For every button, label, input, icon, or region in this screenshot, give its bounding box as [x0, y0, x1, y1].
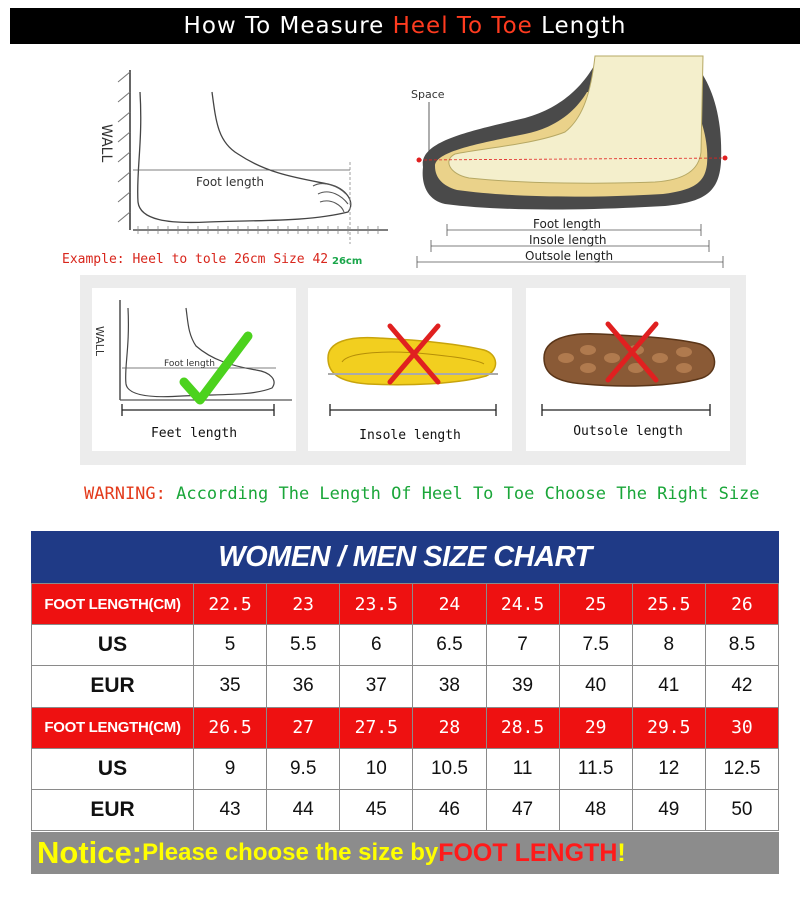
insole-shape — [328, 338, 496, 385]
size-table — [31, 583, 779, 831]
size-cell-eur: 42 — [705, 666, 778, 707]
example-text: Example: Heel to tole 26cm Size 42 — [62, 252, 329, 267]
warning-text: According The Length Of Heel To Toe Choose The Right Size — [176, 484, 760, 504]
notice-text: Please choose the size by — [142, 839, 439, 866]
size-cell-eur: 50 — [705, 789, 778, 830]
insole-illustration — [308, 288, 512, 418]
size-cell-len: 29.5 — [632, 707, 705, 748]
notice-emphasis: FOOT LENGTH — [438, 838, 618, 867]
size-cell-eur: 40 — [559, 666, 632, 707]
insole-length-label: Insole length — [359, 428, 461, 443]
wall-illustration — [118, 70, 130, 230]
warning-line — [84, 484, 760, 504]
banner-text-post: Length — [541, 13, 627, 39]
size-cell-eur: 38 — [413, 666, 486, 707]
size-cell-us: 6 — [340, 625, 413, 666]
size-row-eur — [32, 666, 779, 707]
size-cell-len: 22.5 — [194, 584, 267, 625]
notice-prefix: Notice: — [37, 835, 143, 870]
size-cell-len: 24 — [413, 584, 486, 625]
size-cell-eur: 39 — [486, 666, 559, 707]
size-cell-us: 10 — [340, 748, 413, 789]
size-row-eur — [32, 789, 779, 830]
row-label-eur: EUR — [32, 789, 194, 830]
row-label-us: US — [32, 748, 194, 789]
size-cell-us: 8 — [632, 625, 705, 666]
size-cell-eur: 37 — [340, 666, 413, 707]
card-foot-outline — [126, 308, 274, 397]
shoe-cross-section-diagram — [405, 52, 735, 270]
shoe-outsole-length-label: Outsole length — [525, 249, 614, 263]
outsole-length-label: Outsole length — [573, 424, 683, 439]
size-cell-len: 23 — [267, 584, 340, 625]
size-cell-len: 26 — [705, 584, 778, 625]
size-cell-us: 5 — [194, 625, 267, 666]
foot-inside-shoe — [449, 56, 703, 183]
feet-length-label: Feet length — [150, 426, 238, 441]
row-label-len: FOOT LENGTH(CM) — [32, 707, 194, 748]
row-label-eur: EUR — [32, 666, 194, 707]
foot-outline — [138, 92, 351, 222]
title-banner — [10, 8, 800, 44]
size-cell-eur: 48 — [559, 789, 632, 830]
example-mark: 26cm — [332, 256, 363, 267]
size-row-len — [32, 584, 779, 625]
size-chart-title: WOMEN / MEN SIZE CHART — [31, 531, 779, 583]
size-cell-len: 29 — [559, 707, 632, 748]
space-label: Space — [411, 88, 445, 101]
size-cell-us: 6.5 — [413, 625, 486, 666]
size-cell-us: 12 — [632, 748, 705, 789]
size-row-us — [32, 748, 779, 789]
size-cell-us: 9 — [194, 748, 267, 789]
size-cell-eur: 43 — [194, 789, 267, 830]
outsole-illustration — [526, 288, 730, 418]
size-cell-eur: 45 — [340, 789, 413, 830]
size-cell-len: 30 — [705, 707, 778, 748]
banner-text-highlight: Heel To Toe — [392, 13, 533, 39]
card-wall-label: WALL — [93, 326, 106, 357]
size-cell-len: 27 — [267, 707, 340, 748]
foot-length-label: Foot length — [196, 175, 264, 189]
size-cell-eur: 46 — [413, 789, 486, 830]
shoe-insole-length-label: Insole length — [529, 233, 607, 247]
size-cell-len: 25 — [559, 584, 632, 625]
size-row-len — [32, 707, 779, 748]
size-cell-len: 25.5 — [632, 584, 705, 625]
notice-suffix: ! — [617, 838, 626, 867]
card-outsole-length — [526, 288, 730, 451]
size-cell-len: 26.5 — [194, 707, 267, 748]
size-cell-us: 11 — [486, 748, 559, 789]
size-cell-len: 27.5 — [340, 707, 413, 748]
size-cell-len: 28.5 — [486, 707, 559, 748]
size-cell-eur: 36 — [267, 666, 340, 707]
size-table-body — [32, 584, 779, 831]
warning-prefix: WARNING: — [84, 484, 166, 504]
size-cell-us: 10.5 — [413, 748, 486, 789]
size-chart — [31, 531, 779, 874]
size-cell-us: 7 — [486, 625, 559, 666]
size-cell-eur: 35 — [194, 666, 267, 707]
wall-label: WALL — [98, 124, 114, 163]
size-cell-len: 23.5 — [340, 584, 413, 625]
toes-outline — [313, 184, 348, 212]
size-row-us — [32, 625, 779, 666]
size-cell-len: 28 — [413, 707, 486, 748]
notice-bar — [31, 832, 779, 874]
measurement-comparison-panel — [80, 275, 746, 465]
size-cell-eur: 41 — [632, 666, 705, 707]
size-cell-us: 5.5 — [267, 625, 340, 666]
banner-text-pre: How To Measure — [183, 13, 385, 39]
size-cell-us: 7.5 — [559, 625, 632, 666]
size-cell-us: 8.5 — [705, 625, 778, 666]
feet-length-illustration — [92, 288, 296, 418]
size-cell-eur: 44 — [267, 789, 340, 830]
size-cell-us: 11.5 — [559, 748, 632, 789]
card-foot-length-label: Foot length — [164, 359, 215, 369]
size-cell-len: 24.5 — [486, 584, 559, 625]
row-label-us: US — [32, 625, 194, 666]
size-cell-eur: 49 — [632, 789, 705, 830]
size-cell-us: 12.5 — [705, 748, 778, 789]
card-feet-length — [92, 288, 296, 451]
row-label-len: FOOT LENGTH(CM) — [32, 584, 194, 625]
shoe-foot-length-label: Foot length — [533, 217, 601, 231]
foot-wall-diagram — [88, 62, 388, 247]
card-insole-length — [308, 288, 512, 451]
size-cell-us: 9.5 — [267, 748, 340, 789]
size-cell-eur: 47 — [486, 789, 559, 830]
